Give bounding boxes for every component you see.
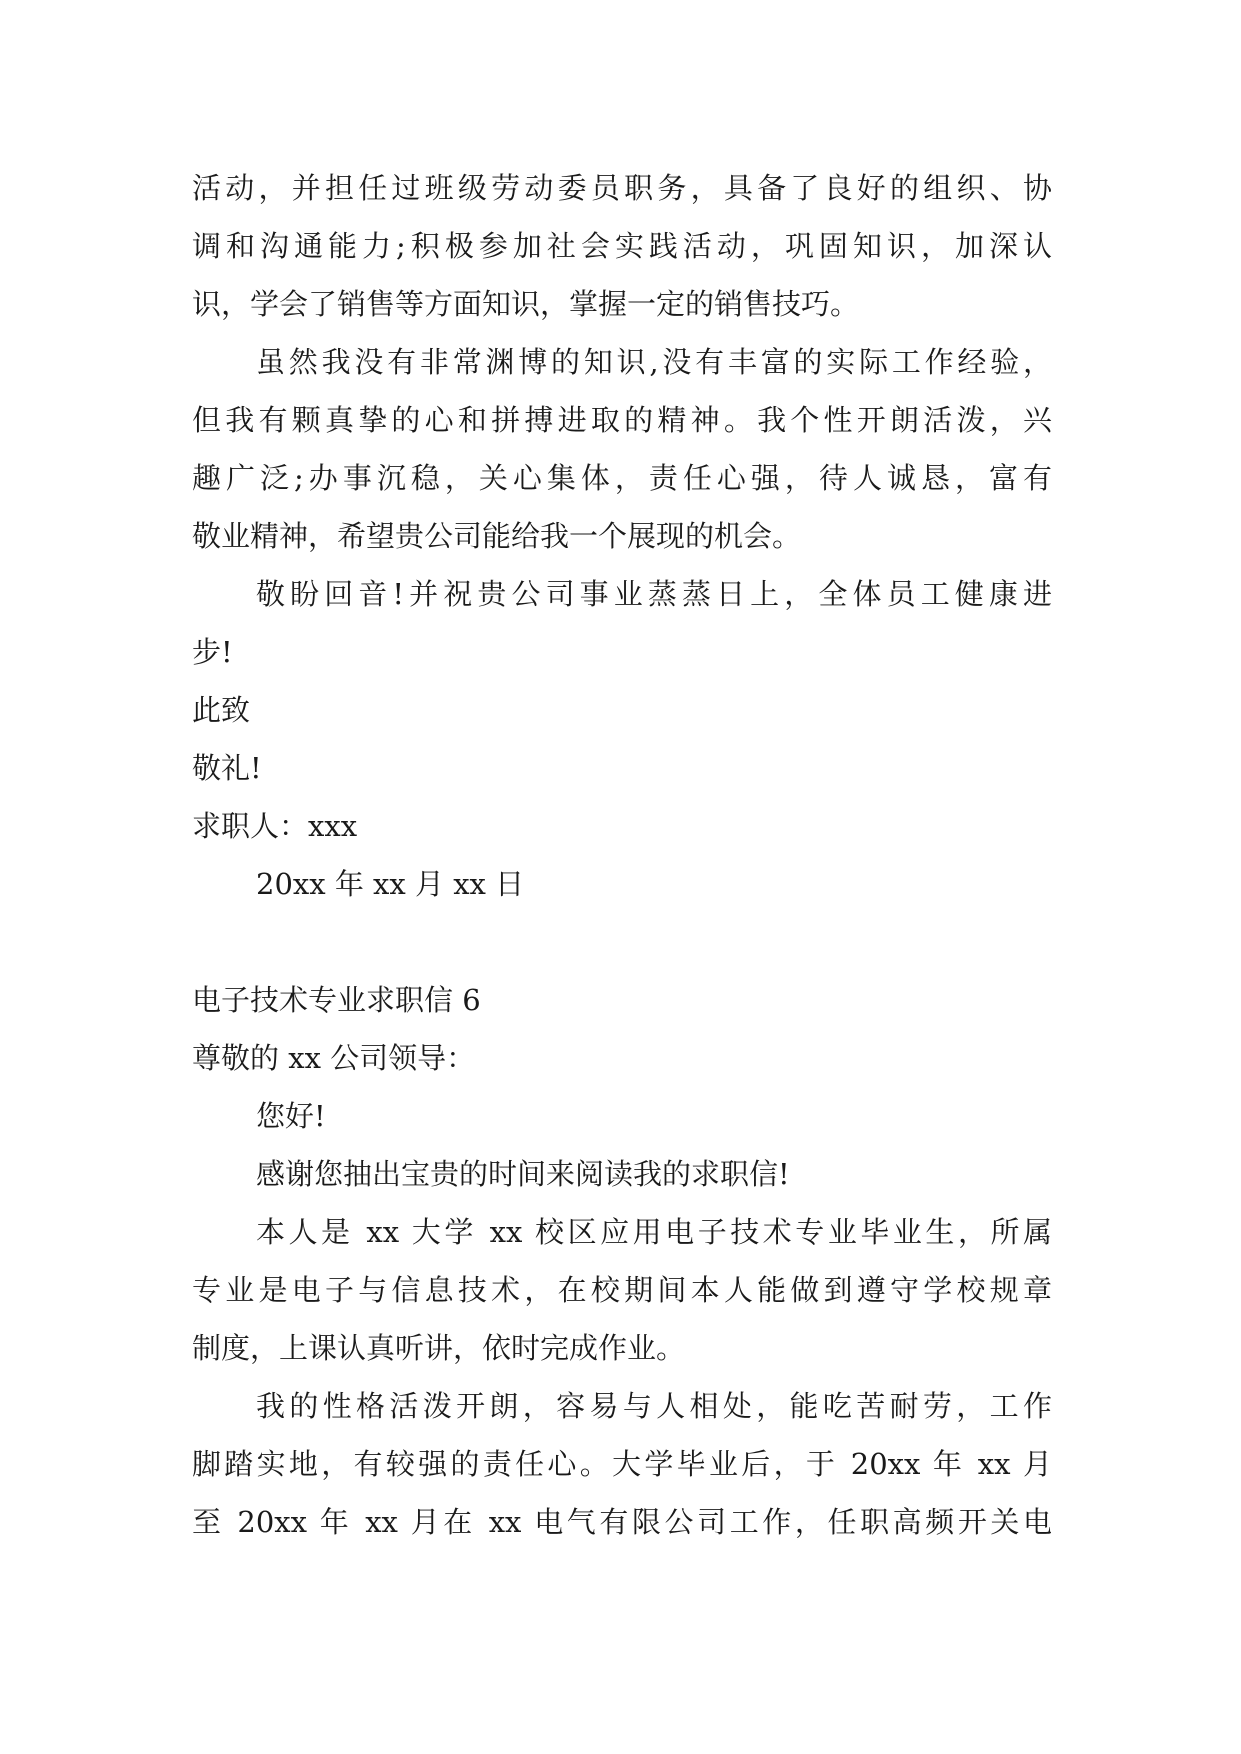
paragraph-line: 虽然我没有非常渊博的知识,没有丰富的实际工作经验， xyxy=(256,345,1052,379)
paragraph-line: 制度，上课认真听讲，依时完成作业。 xyxy=(192,1331,686,1365)
letter-greeting: 尊敬的 xx 公司领导： xyxy=(192,1041,476,1075)
paragraph-line: 趣广泛;办事沉稳，关心集体，责任心强，待人诚恳，富有 xyxy=(192,461,1052,495)
salutation-line: 您好! xyxy=(256,1099,326,1133)
paragraph-line: 本人是 xx 大学 xx 校区应用电子技术专业毕业生，所属 xyxy=(256,1215,1052,1249)
paragraph-line: 活动，并担任过班级劳动委员职务，具备了良好的组织、协 xyxy=(192,171,1052,205)
closing-regards: 敬礼! xyxy=(192,751,262,785)
paragraph-line: 但我有颗真挚的心和拼搏进取的精神。我个性开朗活泼，兴 xyxy=(192,403,1052,437)
paragraph-line: 敬盼回音!并祝贵公司事业蒸蒸日上，全体员工健康进 xyxy=(256,577,1052,611)
paragraph-line: 识，学会了销售等方面知识，掌握一定的销售技巧。 xyxy=(192,287,860,321)
paragraph-line: 感谢您抽出宝贵的时间来阅读我的求职信! xyxy=(256,1157,790,1191)
paragraph-line: 敬业精神，希望贵公司能给我一个展现的机会。 xyxy=(192,519,802,553)
applicant-signature: 求职人：xxx xyxy=(192,809,358,843)
paragraph-line: 步! xyxy=(192,635,233,669)
letter-date: 20xx 年 xx 月 xx 日 xyxy=(256,867,525,901)
closing-salutation: 此致 xyxy=(192,693,251,727)
paragraph-line: 脚踏实地，有较强的责任心。大学毕业后，于 20xx 年 xx 月 xyxy=(192,1447,1052,1481)
paragraph-line: 专业是电子与信息技术，在校期间本人能做到遵守学校规章 xyxy=(192,1273,1052,1307)
letter-title: 电子技术专业求职信 6 xyxy=(192,983,481,1017)
paragraph-line: 调和沟通能力;积极参加社会实践活动，巩固知识，加深认 xyxy=(192,229,1052,263)
paragraph-line: 我的性格活泼开朗，容易与人相处，能吃苦耐劳，工作 xyxy=(256,1389,1052,1423)
paragraph-line: 至 20xx 年 xx 月在 xx 电气有限公司工作，任职高频开关电 xyxy=(192,1505,1052,1539)
